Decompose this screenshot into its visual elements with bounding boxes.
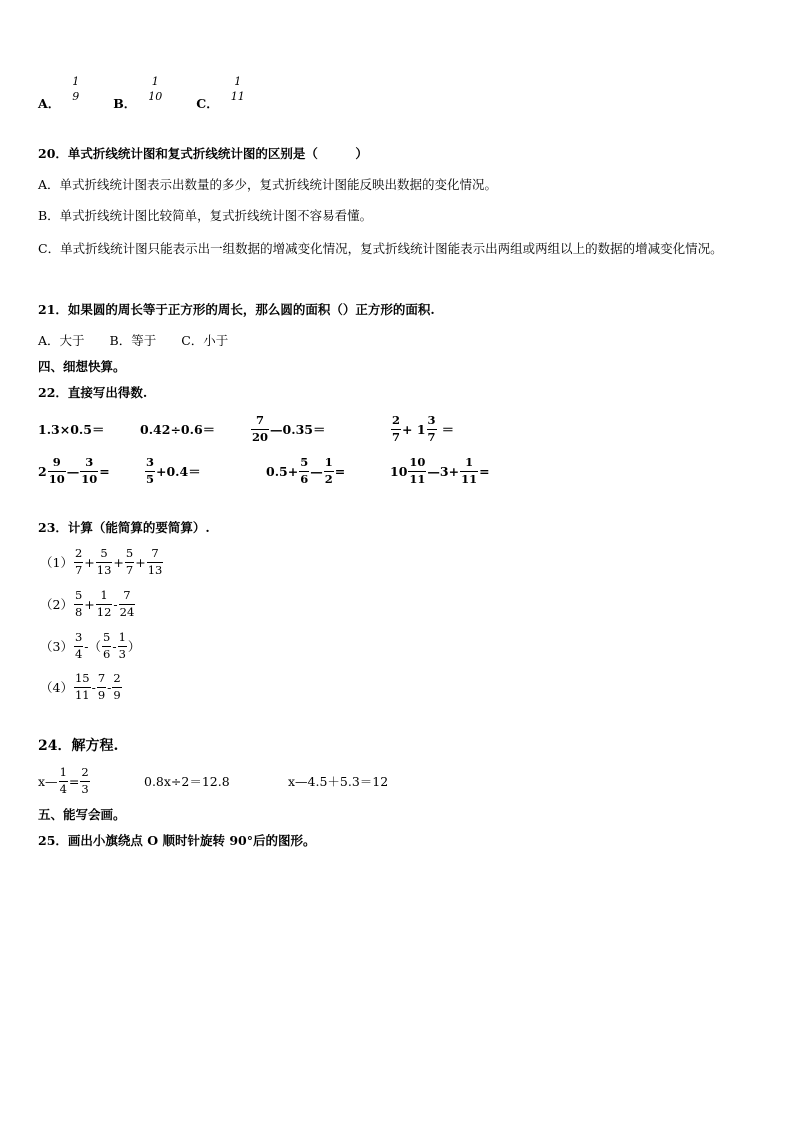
expression-head: x— <box>38 773 58 789</box>
q23-part-1 <box>40 548 164 576</box>
denominator: 10 <box>48 471 65 486</box>
numerator: 3 <box>74 632 83 647</box>
fraction <box>59 767 68 795</box>
fraction <box>96 548 113 576</box>
denominator: 24 <box>119 604 135 619</box>
numerator: 7 <box>119 590 136 605</box>
operator: — <box>310 463 323 479</box>
denominator: 9 <box>97 687 106 702</box>
part-index: （1） <box>40 555 73 570</box>
numerator: 1 <box>324 457 334 472</box>
q23-part-4 <box>40 673 123 701</box>
denominator: 9 <box>72 90 80 103</box>
whole-number: 10 <box>390 463 408 479</box>
q22-item <box>266 456 345 486</box>
numerator: 3 <box>80 457 98 472</box>
denominator: 13 <box>147 562 163 577</box>
expression-tail: +0.4＝ <box>156 464 201 479</box>
fraction <box>74 590 83 618</box>
denominator: 3 <box>81 781 89 796</box>
option-label: B． <box>113 96 137 111</box>
numerator: 5 <box>102 632 111 647</box>
q22-stem: 22．直接写出得数. <box>38 385 148 400</box>
operator: - <box>107 679 112 695</box>
numerator: 1 <box>234 75 242 88</box>
numerator: 1 <box>118 632 127 647</box>
fraction <box>74 632 83 660</box>
denominator: 9 <box>113 687 121 702</box>
option-label: C． <box>196 96 219 111</box>
operator: - <box>113 596 118 612</box>
expression-tail: —0.35＝ <box>270 422 326 437</box>
fraction <box>96 590 113 618</box>
denominator: 8 <box>74 604 83 619</box>
whole-number: 2 <box>38 463 47 479</box>
denominator: 7 <box>125 562 134 577</box>
fraction <box>97 673 106 701</box>
fraction <box>74 673 91 701</box>
denominator: 11 <box>230 90 245 103</box>
numerator: 9 <box>48 457 66 472</box>
numerator: 5 <box>125 548 134 563</box>
q21-options: A．大于 B．等于 C．小于 <box>38 333 229 348</box>
fraction <box>230 76 246 102</box>
numerator: 5 <box>74 590 83 605</box>
numerator: 7 <box>251 415 269 430</box>
equation-1 <box>38 766 91 796</box>
section-4-title: 四、细想快算。 <box>38 359 126 374</box>
q22-item <box>140 414 215 444</box>
section-5-title: 五、能写会画。 <box>38 807 126 822</box>
q20-stem: 20．单式折线统计图和复式折线统计图的区别是（ ） <box>38 146 368 161</box>
fraction <box>74 548 83 576</box>
denominator: 11 <box>409 471 426 486</box>
q21-stem: 21．如果圆的周长等于正方形的周长，那么圆的面积（）正方形的面积. <box>38 302 435 317</box>
expression-tail: = <box>479 463 490 479</box>
numerator: 1 <box>151 75 159 88</box>
part-index: （4） <box>40 680 73 695</box>
denominator: 10 <box>81 471 98 486</box>
q20-option-b: B．单式折线统计图比较简单，复式折线统计图不容易看懂。 <box>38 208 373 223</box>
numerator: 15 <box>74 673 91 688</box>
fraction <box>147 548 164 576</box>
numerator: 2 <box>80 767 89 782</box>
fraction <box>460 457 478 485</box>
operator: + <box>113 554 124 570</box>
denominator: 10 <box>148 90 163 103</box>
operator: -（ <box>84 639 102 654</box>
option-label: A． <box>38 96 61 111</box>
operator: - <box>112 638 117 654</box>
option-b <box>113 75 164 112</box>
expression-head: 0.5+ <box>266 463 299 479</box>
numerator: 7 <box>147 548 164 563</box>
operator: — <box>66 463 80 479</box>
denominator: 5 <box>146 471 155 486</box>
q22-item <box>144 456 201 486</box>
denominator: 12 <box>96 604 112 619</box>
numerator: 2 <box>391 415 401 430</box>
denominator: 6 <box>300 471 309 486</box>
fraction <box>102 632 111 660</box>
q25-stem: 25．画出小旗绕点 O 顺时针旋转 90°后的图形。 <box>38 833 316 848</box>
q23-part-2 <box>40 590 136 618</box>
operator: + <box>84 554 95 570</box>
fraction <box>147 76 163 102</box>
denominator: 7 <box>74 562 83 577</box>
numerator: 1 <box>72 75 80 88</box>
expression: 0.8x÷2＝12.8 <box>144 774 230 789</box>
denominator: 3 <box>118 646 126 661</box>
operator: ） <box>127 639 141 654</box>
q20-option-c: C．单式折线统计图只能表示出一组数据的增减变化情况，复式折线统计图能表示出两组或两组以上的数据的增减变化情况。 <box>38 241 723 256</box>
q23-part-3 <box>40 632 140 660</box>
fraction <box>299 457 309 485</box>
fraction <box>119 590 136 618</box>
fraction <box>391 415 401 443</box>
q22-item <box>390 414 454 444</box>
fraction <box>125 548 134 576</box>
expression: 1.3×0.5＝ <box>38 422 105 437</box>
denominator: 4 <box>59 781 67 796</box>
expression-tail: ＝ <box>441 422 455 437</box>
q22-item <box>38 414 104 444</box>
numerator: 2 <box>112 673 121 688</box>
denominator: 4 <box>74 646 83 661</box>
denominator: 6 <box>103 646 111 661</box>
part-index: （2） <box>40 597 73 612</box>
denominator: 11 <box>461 471 478 486</box>
q22-item <box>250 414 325 444</box>
options-row-top <box>38 75 275 112</box>
numerator: 5 <box>96 548 113 563</box>
numerator: 3 <box>427 415 437 430</box>
q24-stem: 24．解方程. <box>38 738 119 754</box>
equation-2 <box>144 766 230 796</box>
fraction <box>427 415 437 443</box>
q23-stem: 23．计算（能简算的要简算）. <box>38 520 210 535</box>
denominator: 11 <box>74 687 90 702</box>
numerator: 10 <box>408 457 426 472</box>
fraction <box>71 76 80 102</box>
operator: + <box>135 554 146 570</box>
option-c <box>196 75 246 112</box>
fraction <box>118 632 127 660</box>
numerator: 1 <box>59 767 68 782</box>
equation-3 <box>288 766 388 796</box>
expression-tail: = <box>334 463 346 479</box>
fraction <box>48 457 66 485</box>
operator: + 1 <box>402 421 426 437</box>
denominator: 7 <box>392 429 401 444</box>
q20-option-a: A．单式折线统计图表示出数量的多少，复式折线统计图能反映出数据的变化情况。 <box>38 177 498 192</box>
fraction <box>112 673 121 701</box>
denominator: 7 <box>427 429 436 444</box>
expression: 0.42÷0.6＝ <box>140 422 216 437</box>
fraction <box>80 767 89 795</box>
q22-item <box>38 456 110 486</box>
numerator: 2 <box>74 548 83 563</box>
denominator: 13 <box>96 562 112 577</box>
numerator: 5 <box>299 457 309 472</box>
denominator: 2 <box>324 471 333 486</box>
operator: —3+ <box>427 463 460 479</box>
fraction <box>145 457 155 485</box>
fraction <box>80 457 98 485</box>
fraction <box>251 415 269 443</box>
denominator: 20 <box>252 429 269 444</box>
numerator: 1 <box>96 590 113 605</box>
expression-tail: = <box>99 463 110 479</box>
expression: x—4.5＋5.3＝12 <box>288 774 389 789</box>
part-index: （3） <box>40 639 73 654</box>
operator: - <box>91 679 96 695</box>
operator: + <box>84 596 95 612</box>
operator: = <box>68 773 80 789</box>
q22-item <box>390 456 490 486</box>
numerator: 3 <box>145 457 155 472</box>
option-a <box>38 75 81 112</box>
fraction <box>408 457 426 485</box>
numerator: 7 <box>97 673 106 688</box>
numerator: 1 <box>460 457 478 472</box>
fraction <box>324 457 334 485</box>
